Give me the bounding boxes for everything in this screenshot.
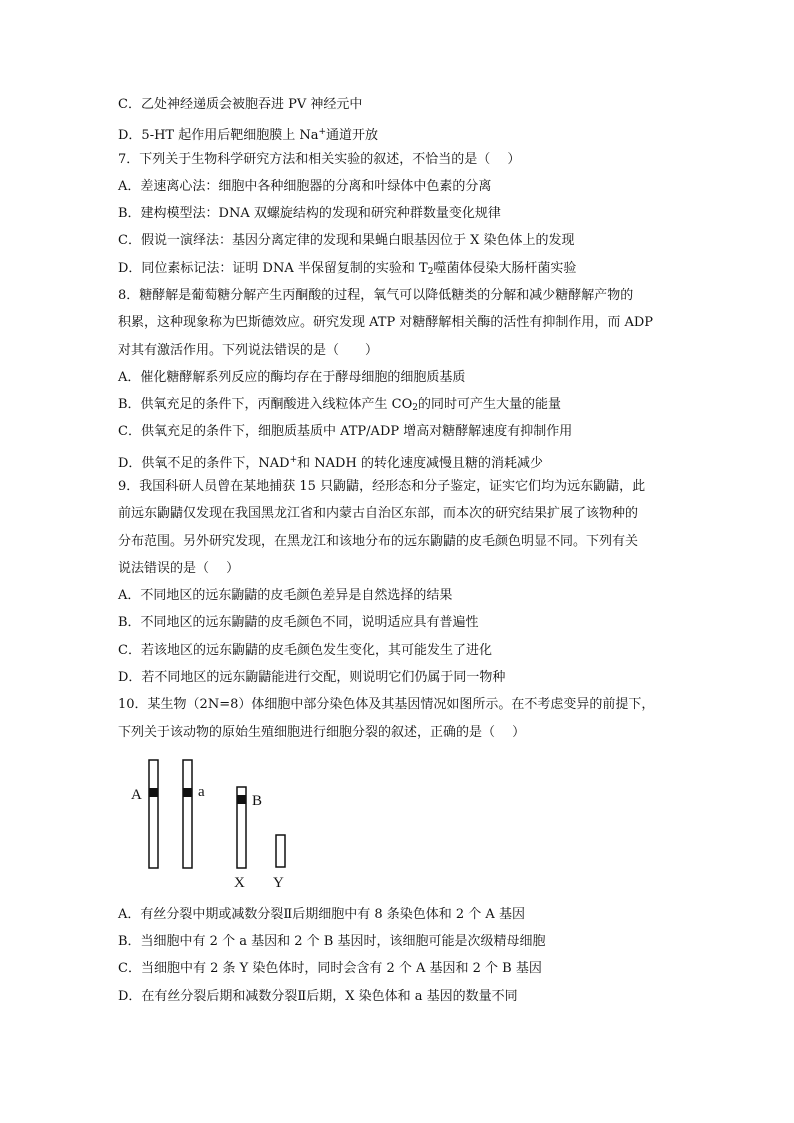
question-8-stem-2: 积累，这种现象称为巴斯德效应。研究发现 ATP 对糖酵解相关酶的活性有抑制作用，而 ADP	[118, 315, 654, 330]
chromosome-a	[183, 760, 192, 868]
gene-band-A	[149, 788, 158, 797]
question-9-option-b: B．不同地区的远东鼩鼱的皮毛颜色不同，说明适应具有普遍性	[118, 615, 479, 630]
question-9-stem-4: 说法错误的是（ ）	[118, 561, 240, 576]
text: 噬菌体侵染大肠杆菌实验	[433, 261, 577, 276]
text: D．供氧不足的条件下，NAD	[118, 456, 290, 471]
superscript: +	[318, 127, 327, 137]
text: D．5-HT 起作用后靶细胞膜上 Na	[118, 128, 319, 143]
question-7-option-a: A．差速离心法：细胞中各种细胞器的分离和叶绿体中色素的分离	[118, 179, 492, 194]
line-d-option-prev	[118, 123, 684, 145]
question-8-stem-1: 8．糖酵解是葡萄糖分解产生丙酮酸的过程，氧气可以降低糖类的分解和减少糖酵解产物的	[118, 288, 634, 303]
gene-band-a	[183, 788, 192, 797]
question-7-stem: 7．下列关于生物科学研究方法和相关实验的叙述，不恰当的是（ ）	[118, 152, 521, 167]
subscript: 2	[412, 403, 419, 413]
question-10-option-a: A．有丝分裂中期或减数分裂Ⅱ后期细胞中有 8 条染色体和 2 个 A 基因	[118, 907, 525, 922]
question-10-stem-1: 10．某生物（2N=8）体细胞中部分染色体及其基因情况如图所示。在不考虑变异的前提下，	[118, 697, 655, 712]
gene-band-B	[237, 795, 246, 804]
question-8-option-c: C．供氧充足的条件下，细胞质基质中 ATP/ADP 增高对糖酵解速度有抑制作用	[118, 424, 573, 439]
line-c-option-prev: C．乙处神经递质会被胞吞进 PV 神经元中	[118, 97, 363, 112]
gene-label-B: B	[252, 793, 263, 809]
question-10-option-d: D．在有丝分裂后期和减数分裂Ⅱ后期，X 染色体和 a 基因的数量不同	[118, 989, 518, 1004]
chromosome-figure	[118, 754, 318, 898]
text: B．供氧充足的条件下，丙酮酸进入线粒体产生 CO	[118, 397, 413, 412]
question-7-option-d	[118, 260, 684, 281]
question-8-stem-3: 对其有激活作用。下列说法错误的是（ ）	[118, 343, 379, 358]
chromosome-Y	[276, 835, 285, 867]
chromosome-label-X: X	[234, 875, 245, 891]
gene-label-A: A	[131, 787, 142, 803]
text: D．同位素标记法：证明 DNA 半保留复制的实验和 T	[118, 261, 428, 276]
question-9-stem-2: 前远东鼩鼱仅发现在我国黑龙江省和内蒙古自治区东部，而本次的研究结果扩展了该物种的	[118, 506, 639, 521]
question-7-option-c: C．假说一演绎法：基因分离定律的发现和果蝇白眼基因位于 X 染色体上的发现	[118, 233, 575, 248]
question-8-option-a: A．催化糖酵解系列反应的酶均存在于酵母细胞的细胞质基质	[118, 370, 466, 385]
question-7-option-b: B．建构模型法：DNA 双螺旋结构的发现和研究种群数量变化规律	[118, 206, 501, 221]
question-10-stem-2: 下列关于该动物的原始生殖细胞进行细胞分裂的叙述，正确的是（ ）	[118, 725, 526, 740]
question-9-stem-3: 分布范围。另外研究发现，在黑龙江和该地分布的远东鼩鼱的皮毛颜色明显不同。下列有关	[118, 534, 639, 549]
text: 和 NADH 的转化速度减慢且糖的消耗减少	[297, 456, 543, 471]
subscript: 2	[427, 267, 434, 277]
chromosome-A	[149, 760, 158, 868]
text: 的同时可产生大量的能量	[418, 397, 562, 412]
text: 通道开放	[326, 128, 379, 143]
question-9-option-a: A．不同地区的远东鼩鼱的皮毛颜色差异是自然选择的结果	[118, 588, 453, 603]
chromosome-label-Y: Y	[273, 875, 284, 891]
question-8-option-d	[118, 451, 684, 473]
gene-label-a: a	[198, 784, 205, 800]
question-9-stem-1: 9．我国科研人员曾在某地捕获 15 只鼩鼱，经形态和分子鉴定，证实它们均为远东鼩鼱，此	[118, 479, 646, 494]
chromosome-diagram	[118, 754, 318, 894]
question-8-option-b	[118, 396, 684, 417]
question-10-option-b: B．当细胞中有 2 个 a 基因和 2 个 B 基因时，该细胞可能是次级精母细胞	[118, 934, 546, 949]
superscript: +	[289, 455, 298, 465]
question-9-option-c: C．若该地区的远东鼩鼱的皮毛颜色发生变化，其可能发生了进化	[118, 643, 492, 658]
question-9-option-d: D．若不同地区的远东鼩鼱能进行交配，则说明它们仍属于同一物种	[118, 670, 506, 685]
question-10-option-c: C．当细胞中有 2 条 Y 染色体时，同时会含有 2 个 A 基因和 2 个 B 基因	[118, 961, 542, 976]
